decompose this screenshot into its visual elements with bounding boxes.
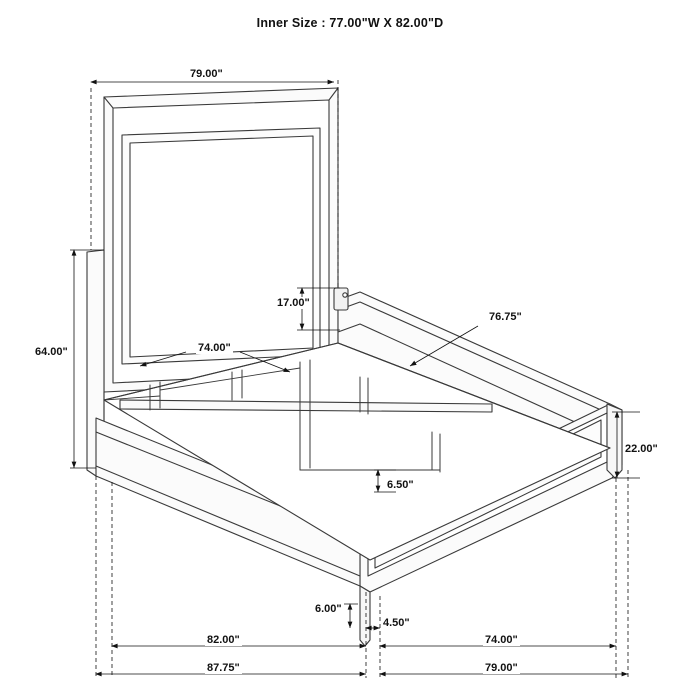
dim-label-overall-bottom-82: 82.00" — [207, 634, 240, 646]
dim-label-headboard-width: 79.00" — [190, 68, 223, 80]
dim-label-footboard-height: 22.00" — [625, 443, 658, 455]
dim-label-siderail-length-74: 74.00" — [198, 342, 231, 354]
dim-label-leg-offset: 4.50" — [383, 617, 410, 629]
dim-label-headboard-height: 64.00" — [35, 346, 68, 358]
dim-label-side-length-76-75: 76.75" — [489, 311, 522, 323]
dim-label-headboard-inner-height: 17.00" — [277, 297, 310, 309]
dim-label-clearance-6: 6.00" — [315, 603, 342, 615]
dim-label-overall-bottom-79: 79.00" — [485, 662, 518, 674]
dim-label-overall-bottom-74: 74.00" — [485, 634, 518, 646]
dim-label-slat-height: 6.50" — [387, 479, 414, 491]
dim-label-overall-bottom-87-75: 87.75" — [207, 662, 240, 674]
bed-outline — [87, 88, 622, 646]
page-title: Inner Size : 77.00"W X 82.00"D — [256, 16, 444, 30]
